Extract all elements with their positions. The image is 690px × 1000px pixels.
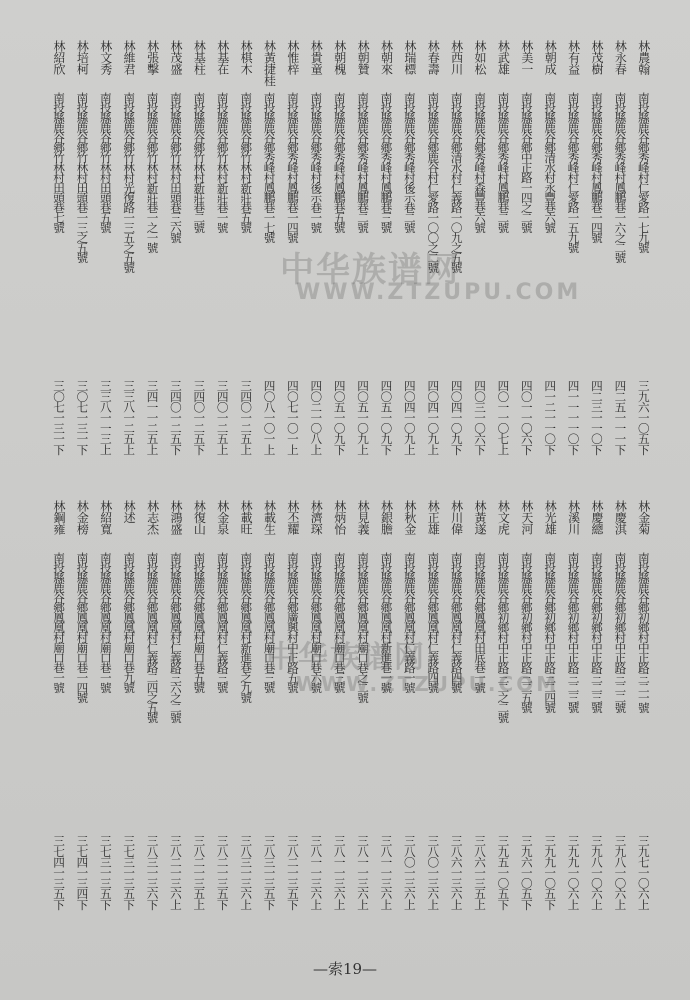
entry-address: 南投縣鹿谷鄉鳳凰村新進巷一號 [379, 552, 394, 692]
entry-address: 南投縣鹿谷鄉鹿谷村仁愛路一〇〇之二號 [426, 92, 441, 272]
entry-address: 南投縣鹿谷鄉初鄉村中正路三二四號 [543, 552, 558, 712]
entry-column [564, 40, 584, 485]
entry-address: 南投縣鹿谷鄉鳳凰村廟口巷九號 [122, 552, 137, 692]
entry-address: 南投縣鹿谷鄉秀峰村鳳鵬巷二號 [496, 92, 511, 232]
entry-reference: 三四〇一二五下 [192, 380, 207, 455]
entry-address: 南投縣鹿谷鄉竹林村光復路一三五之五號 [122, 92, 137, 272]
entry-name: 林培柯 [75, 40, 90, 75]
entry-column [49, 40, 69, 485]
entry-reference: 三四〇一二五下 [168, 380, 183, 455]
entry-reference: 三九六一〇五下 [636, 380, 651, 455]
entry-column [213, 500, 233, 910]
entry-reference: 三九九一〇六上 [566, 835, 581, 910]
entry-name: 林見義 [356, 500, 371, 535]
entry-column [353, 40, 373, 485]
entry-name: 林朝成 [543, 40, 558, 75]
entry-column [189, 500, 209, 910]
entry-address: 南投縣鹿谷鄉秀峰村鳳鵬巷一四號 [285, 92, 300, 242]
entry-reference: 三八二一三五上 [192, 835, 207, 910]
entry-column [72, 500, 92, 910]
entry-column [447, 40, 467, 485]
bottom-entry-list [49, 500, 654, 910]
entry-name: 林紹欣 [52, 40, 66, 75]
entry-name: 林維君 [122, 40, 137, 75]
entry-name: 林茂樹 [589, 40, 604, 75]
entry-column [72, 40, 92, 485]
entry-address: 南投縣鹿谷鄉竹林村田頭巷七號 [52, 92, 66, 232]
entry-address: 南投縣鹿谷鄉鳳凰村仁義路四號 [426, 552, 441, 692]
entry-name: 林慶總 [589, 500, 604, 535]
entry-address: 南投縣鹿谷鄉竹林村田頭巷五號 [98, 92, 113, 232]
watermark-url: WWW.ZTZUPU.COM [296, 672, 560, 696]
entry-address: 南投縣鹿谷鄉廣興村中正路五號 [285, 552, 300, 692]
entry-column [540, 40, 560, 485]
entry-column [143, 500, 163, 910]
entry-name: 林金菊 [636, 500, 651, 535]
entry-name: 林文秀 [98, 40, 113, 75]
entry-reference: 三八六一三六上 [449, 835, 464, 910]
entry-name: 林天河 [519, 500, 534, 535]
entry-name: 林張擊 [145, 40, 160, 75]
entry-name: 林金榜 [75, 500, 90, 535]
entry-column [400, 40, 420, 485]
entry-column [610, 500, 630, 910]
entry-address: 南投縣鹿谷鄉鳳凰村仁義路四號 [449, 552, 464, 692]
entry-address: 南投縣鹿谷鄉秀峰村後示巷二號 [402, 92, 417, 232]
entry-address: 南投縣鹿谷鄉竹林村田頭巷一三之五號 [75, 92, 90, 262]
entry-column [96, 40, 116, 485]
entry-address: 南投縣鹿谷鄉鳳凰村廟口巷之二號 [356, 552, 371, 702]
entry-reference: 三八二一三五下 [215, 835, 230, 910]
entry-column [236, 500, 256, 910]
entry-reference: 四〇五一〇九下 [332, 380, 347, 455]
entry-column [447, 500, 467, 910]
top-entry-list [49, 40, 654, 485]
entry-address: 南投縣鹿谷鄉秀峰村鳳鵬巷三號 [379, 92, 394, 232]
entry-name: 林鴻盛 [168, 500, 183, 535]
entry-name: 林溪川 [566, 500, 581, 535]
entry-column [517, 500, 537, 910]
entry-address: 南投縣鹿谷鄉清水村永豐巷六號 [543, 92, 558, 232]
entry-reference: 三八六一三五上 [473, 835, 488, 910]
entry-reference: 三七四一三五下 [52, 835, 66, 910]
entry-name: 林黃捷桂 [262, 40, 277, 86]
entry-reference: 四〇四一〇九上 [426, 380, 441, 455]
entry-name: 林瑞標 [402, 40, 417, 75]
entry-column [470, 40, 490, 485]
entry-reference: 三七三一三五下 [122, 835, 137, 910]
entry-name: 林丕耀 [285, 500, 300, 535]
entry-reference: 三三八一一三上 [98, 380, 113, 455]
entry-column [49, 500, 69, 910]
entry-reference: 三四一一二五上 [145, 380, 160, 455]
entry-reference: 四〇八一〇一上 [262, 380, 277, 455]
entry-address: 南投縣鹿谷鄉初鄉村中正路三二二號 [613, 552, 628, 712]
entry-name: 林志杰 [145, 500, 160, 535]
watermark-text: 中华族谱网 [280, 250, 460, 290]
entry-name: 林春壽 [426, 40, 441, 75]
entry-address: 南投縣鹿谷鄉初鄉村中正路三二三號 [566, 552, 581, 712]
entry-reference: 三八三一三六下 [145, 835, 160, 910]
entry-address: 南投縣鹿谷鄉初鄉村中正路三二一號 [636, 552, 651, 712]
entry-name: 林棋木 [239, 40, 254, 75]
entry-name: 林復山 [192, 500, 207, 535]
entry-name: 林西川 [449, 40, 464, 75]
entry-address: 南投縣鹿谷鄉竹林村新莊巷五號 [239, 92, 254, 232]
entry-name: 林紹寬 [98, 500, 113, 535]
entry-address: 南投縣鹿谷鄉鳳凰村廟口巷一號 [52, 552, 66, 692]
watermark-url: WWW.ZTZUPU.COM [296, 280, 582, 305]
entry-reference: 三八〇一三六上 [426, 835, 441, 910]
entry-column [330, 500, 350, 910]
entry-column [400, 500, 420, 910]
entry-address: 南投縣鹿谷鄉鳳凰村仁義路三號 [215, 552, 230, 692]
entry-reference: 四〇五一〇九下 [379, 380, 394, 455]
entry-address: 南投縣鹿谷鄉秀峰村仁愛路一五九號 [566, 92, 581, 252]
entry-reference: 三八二一三五下 [285, 835, 300, 910]
entry-column [634, 40, 654, 485]
entry-column [376, 500, 396, 910]
entry-address: 南投縣鹿谷鄉竹林村新莊巷一號 [215, 92, 230, 232]
entry-column [540, 500, 560, 910]
entry-column [283, 500, 303, 910]
entry-column [260, 40, 280, 485]
page-number: —索19— [312, 960, 378, 978]
entry-column [517, 40, 537, 485]
entry-reference: 四〇二一〇八上 [309, 380, 324, 455]
entry-reference: 三九八一〇六上 [589, 835, 604, 910]
entry-name: 林武雄 [496, 40, 511, 75]
entry-column [283, 40, 303, 485]
entry-column [306, 500, 326, 910]
entry-address: 南投縣鹿谷鄉鳳凰村田底巷一號 [473, 552, 488, 692]
entry-name: 林述 [122, 500, 137, 523]
entry-address: 南投縣鹿谷鄉秀峰村森豐巷六號 [473, 92, 488, 232]
entry-address: 南投縣鹿谷鄉清水村仁義路一〇九之五號 [449, 92, 464, 272]
entry-column [236, 40, 256, 485]
entry-name: 林秋金 [402, 500, 417, 535]
entry-reference: 四一二一一〇下 [543, 380, 558, 455]
entry-name: 林黃遂 [473, 500, 488, 535]
entry-name: 林農翰 [636, 40, 651, 75]
entry-address: 南投縣鹿谷鄉鳳凰村廟口巷三號 [332, 552, 347, 692]
entry-address: 南投縣鹿谷鄉竹林村田頭巷三六號 [168, 92, 183, 242]
entry-name: 林載旺 [239, 500, 254, 535]
entry-address: 南投縣鹿谷鄉竹林村新莊巷二號 [192, 92, 207, 232]
entry-reference: 四二五一一一下 [613, 380, 628, 455]
entry-reference: 四一一一一〇下 [566, 380, 581, 455]
entry-address: 南投縣鹿谷鄉秀峰村鳳鵬巷一六之二號 [613, 92, 628, 262]
entry-reference: 三九八一〇六上 [613, 835, 628, 910]
entry-column [470, 500, 490, 910]
entry-reference: 三〇七一三一下 [75, 380, 90, 455]
entry-reference: 三四〇一二五上 [239, 380, 254, 455]
entry-reference: 三八一一三六上 [309, 835, 324, 910]
entry-name: 林光雄 [543, 500, 558, 535]
entry-reference: 三八三一三五下 [262, 835, 277, 910]
entry-name: 林正雄 [426, 500, 441, 535]
entry-name: 林銀膽 [379, 500, 394, 535]
entry-address: 南投縣鹿谷鄉鳳凰村廟口巷五號 [192, 552, 207, 692]
entry-name: 林如松 [473, 40, 488, 75]
entry-column [423, 40, 443, 485]
entry-column [260, 500, 280, 910]
entry-reference: 四〇一一〇六下 [519, 380, 534, 455]
entry-name: 林基在 [215, 40, 230, 75]
entry-reference: 四〇七一〇一上 [285, 380, 300, 455]
entry-column [564, 500, 584, 910]
entry-column [587, 40, 607, 485]
entry-name: 林永春 [613, 40, 628, 75]
entry-column [634, 500, 654, 910]
entry-address: 南投縣鹿谷鄉鳳凰村仁義路一號 [402, 552, 417, 692]
entry-name: 林文虎 [496, 500, 511, 535]
entry-name: 林金泉 [215, 500, 230, 535]
entry-column [423, 500, 443, 910]
entry-reference: 三八一一三六上 [332, 835, 347, 910]
entry-reference: 三八三一三六上 [239, 835, 254, 910]
entry-address: 南投縣鹿谷鄉鳳凰村仁義路三六之二號 [168, 552, 183, 722]
entry-name: 林川偉 [449, 500, 464, 535]
entry-reference: 四〇一一〇七上 [496, 380, 511, 455]
entry-reference: 三七四一三四下 [75, 835, 90, 910]
entry-reference: 三八一一三六上 [379, 835, 394, 910]
entry-reference: 四〇四一〇九下 [449, 380, 464, 455]
entry-address: 南投縣鹿谷鄉秀峰村鳳鵬巷一七號 [262, 92, 277, 242]
entry-reference: 三四〇一二五上 [215, 380, 230, 455]
entry-reference: 四〇四一〇九上 [402, 380, 417, 455]
entry-name: 林貴童 [309, 40, 324, 75]
entry-reference: 三三八一二五上 [122, 380, 137, 455]
entry-name: 林朝來 [379, 40, 394, 75]
entry-address: 南投縣鹿谷鄉鳳凰村廟口巷六號 [309, 552, 324, 692]
entry-name: 林有益 [566, 40, 581, 75]
entry-reference: 三九九一〇五下 [543, 835, 558, 910]
entry-reference: 四二三一一〇下 [589, 380, 604, 455]
entry-column [166, 40, 186, 485]
entry-address: 南投縣鹿谷鄉鳳凰村廟口巷一四號 [75, 552, 90, 702]
entry-address: 南投縣鹿谷鄉初鄉村中正路三二之二號 [496, 552, 511, 722]
entry-address: 南投縣鹿谷鄉初鄉村中正路三二三號 [589, 552, 604, 712]
entry-name: 林基柱 [192, 40, 207, 75]
entry-column [330, 40, 350, 485]
entry-address: 南投縣鹿谷鄉鳳凰村新進巷之九號 [239, 552, 254, 702]
entry-reference: 三七三一三五下 [98, 835, 113, 910]
entry-column [119, 500, 139, 910]
entry-column [353, 500, 373, 910]
entry-name: 林朝槐 [332, 40, 347, 75]
entry-address: 南投縣鹿谷鄉初鄉村中正路三二五號 [519, 552, 534, 712]
entry-name: 林炳怡 [332, 500, 347, 535]
entry-reference: 三〇七一三一下 [52, 380, 66, 455]
entry-column [189, 40, 209, 485]
entry-name: 林濟琛 [309, 500, 324, 535]
entry-column [493, 500, 513, 910]
entry-reference: 四〇五一〇九上 [356, 380, 371, 455]
entry-address: 南投縣鹿谷鄉鳳凰村廟口巷三號 [262, 552, 277, 692]
entry-reference: 四〇三一〇六下 [473, 380, 488, 455]
entry-column [213, 40, 233, 485]
entry-column [376, 40, 396, 485]
entry-reference: 三八二一三六上 [168, 835, 183, 910]
entry-name: 林慶淇 [613, 500, 628, 535]
watermark-text: 中华族谱网 [266, 640, 426, 675]
entry-address: 南投縣鹿谷鄉中正路一四之二號 [519, 92, 534, 232]
entry-address: 南投縣鹿谷鄉秀峰村鳳鵬巷五號 [332, 92, 347, 232]
entry-name: 林載生 [262, 500, 277, 535]
entry-column [119, 40, 139, 485]
entry-address: 南投縣鹿谷鄉秀峰村後示巷一號 [309, 92, 324, 232]
entry-address: 南投縣鹿谷鄉鳳凰村廟口巷一號 [98, 552, 113, 692]
entry-column [143, 40, 163, 485]
entry-address: 南投縣鹿谷鄉竹林村新莊巷一之一號 [145, 92, 160, 252]
entry-name: 林美一 [519, 40, 534, 75]
entry-column [96, 500, 116, 910]
entry-name: 林惟梓 [285, 40, 300, 75]
entry-name: 林鋼雍 [52, 500, 66, 535]
entry-name: 林茂盛 [168, 40, 183, 75]
entry-reference: 三九五一〇五下 [496, 835, 511, 910]
entry-column [493, 40, 513, 485]
entry-address: 南投縣鹿谷鄉秀峰村鳳鵬巷一四號 [589, 92, 604, 242]
entry-reference: 三八〇一三六上 [402, 835, 417, 910]
entry-reference: 三九六一〇五下 [519, 835, 534, 910]
entry-name: 林朝贊 [356, 40, 371, 75]
entry-reference: 三八一一三六上 [356, 835, 371, 910]
entry-column [587, 500, 607, 910]
entry-column [306, 40, 326, 485]
entry-column [166, 500, 186, 910]
entry-column [610, 40, 630, 485]
entry-reference: 三九七一〇六上 [636, 835, 651, 910]
entry-address: 南投縣鹿谷鄉秀峰村鳳鵬巷二號 [356, 92, 371, 232]
entry-address: 南投縣鹿谷鄉秀峰村仁愛路一七九號 [636, 92, 651, 252]
entry-address: 南投縣鹿谷鄉鳳凰村仁義路二四之五號 [145, 552, 160, 722]
